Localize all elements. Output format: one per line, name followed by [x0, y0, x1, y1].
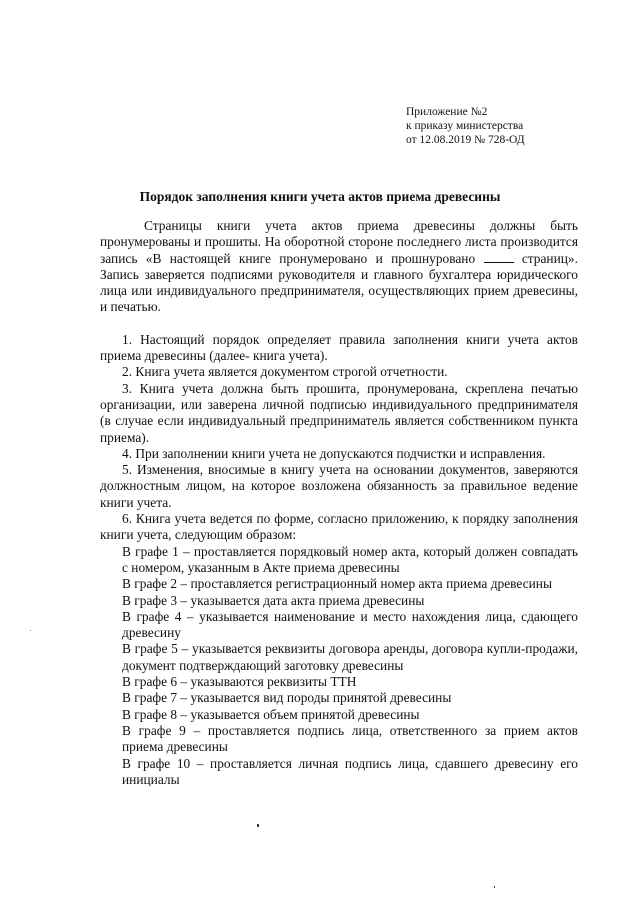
scan-speck [257, 824, 259, 827]
appendix-line-3: от 12.08.2019 № 728-ОД [406, 134, 525, 146]
column-rule: В графе 9 – проставляется подпись лица, ответственного за прием актов приема древесины [122, 722, 578, 755]
column-rule: В графе 3 – указывается дата акта приема древесины [122, 592, 425, 608]
list-item: 4. При заполнении книги учета не допускаются подчистки и исправления. [122, 445, 546, 461]
column-rule: В графе 2 – проставляется регистрационный номер акта приема древесины [122, 576, 552, 592]
document-title: Порядок заполнения книги учета актов приема древесины [139, 189, 501, 204]
appendix-header [406, 105, 525, 147]
list-item: 2. Книга учета является документом строгой отчетности. [122, 364, 448, 380]
column-rule: В графе 8 – указывается объем принятой древесины [122, 706, 420, 722]
appendix-line-2: к приказу министерства [406, 120, 524, 132]
intro-text-2: страниц». Запись заверяется подписями руководителя и главного бухгалтера юридического лица или индивидуального предпринимателя, осуществляющих прием древесины, и печатью. [100, 250, 578, 315]
column-rule: В графе 5 – указывается реквизиты договора аренды, договора купли-продажи, документ подтверждающий заготовку древесины [122, 641, 578, 673]
list-item: 3. Книга учета должна быть прошита, пронумерована, скреплена печатью организации, или заверена личной подписью индивидуального предпринимателя (в случае если индивидуальный предприниматель является собственником пункта приема). [100, 380, 578, 445]
column-rules [100, 544, 578, 788]
scan-speck [30, 630, 31, 631]
column-rule: В графе 1 – проставляется порядковый номер акта, который должен совпадать с номером, указанным в Акте приема древесины [122, 543, 578, 575]
appendix-line-1: Приложение №2 [406, 106, 488, 118]
intro-text-1: Страницы книги учета актов приема древесины должны быть пронумерованы и прошиты. На оборотной стороне последнего листа производится запись «В настоящей книге пронумеровано и прошнуровано [100, 218, 578, 266]
column-rule: В графе 6 – указываются реквизиты ТТН [122, 674, 357, 690]
blank-line [484, 252, 514, 263]
scan-speck [494, 886, 495, 888]
column-rule: В графе 4 – указывается наименование и место нахождения лица, сдающего древесину [122, 608, 578, 641]
column-rule: В графе 7 – указывается вид породы принятой древесины [122, 690, 452, 706]
numbered-list [100, 332, 578, 544]
intro-paragraph [100, 218, 578, 316]
document-body [100, 218, 578, 788]
list-item: 1. Настоящий порядок определяет правила заполнения книги учета актов приема древесины (далее- книга учета). [100, 331, 578, 364]
list-item: 5. Изменения, вносимые в книгу учета на основании документов, заверяются должностным лицом, на которое возложена обязанность за правильное ведение книги учета. [100, 462, 578, 510]
list-item: 6. Книга учета ведется по форме, согласно приложению, к порядку заполнения книги учета, следующим образом: [100, 511, 578, 543]
column-rule: В графе 10 – проставляется личная подпись лица, сдавшего древесину его инициалы [122, 755, 578, 787]
